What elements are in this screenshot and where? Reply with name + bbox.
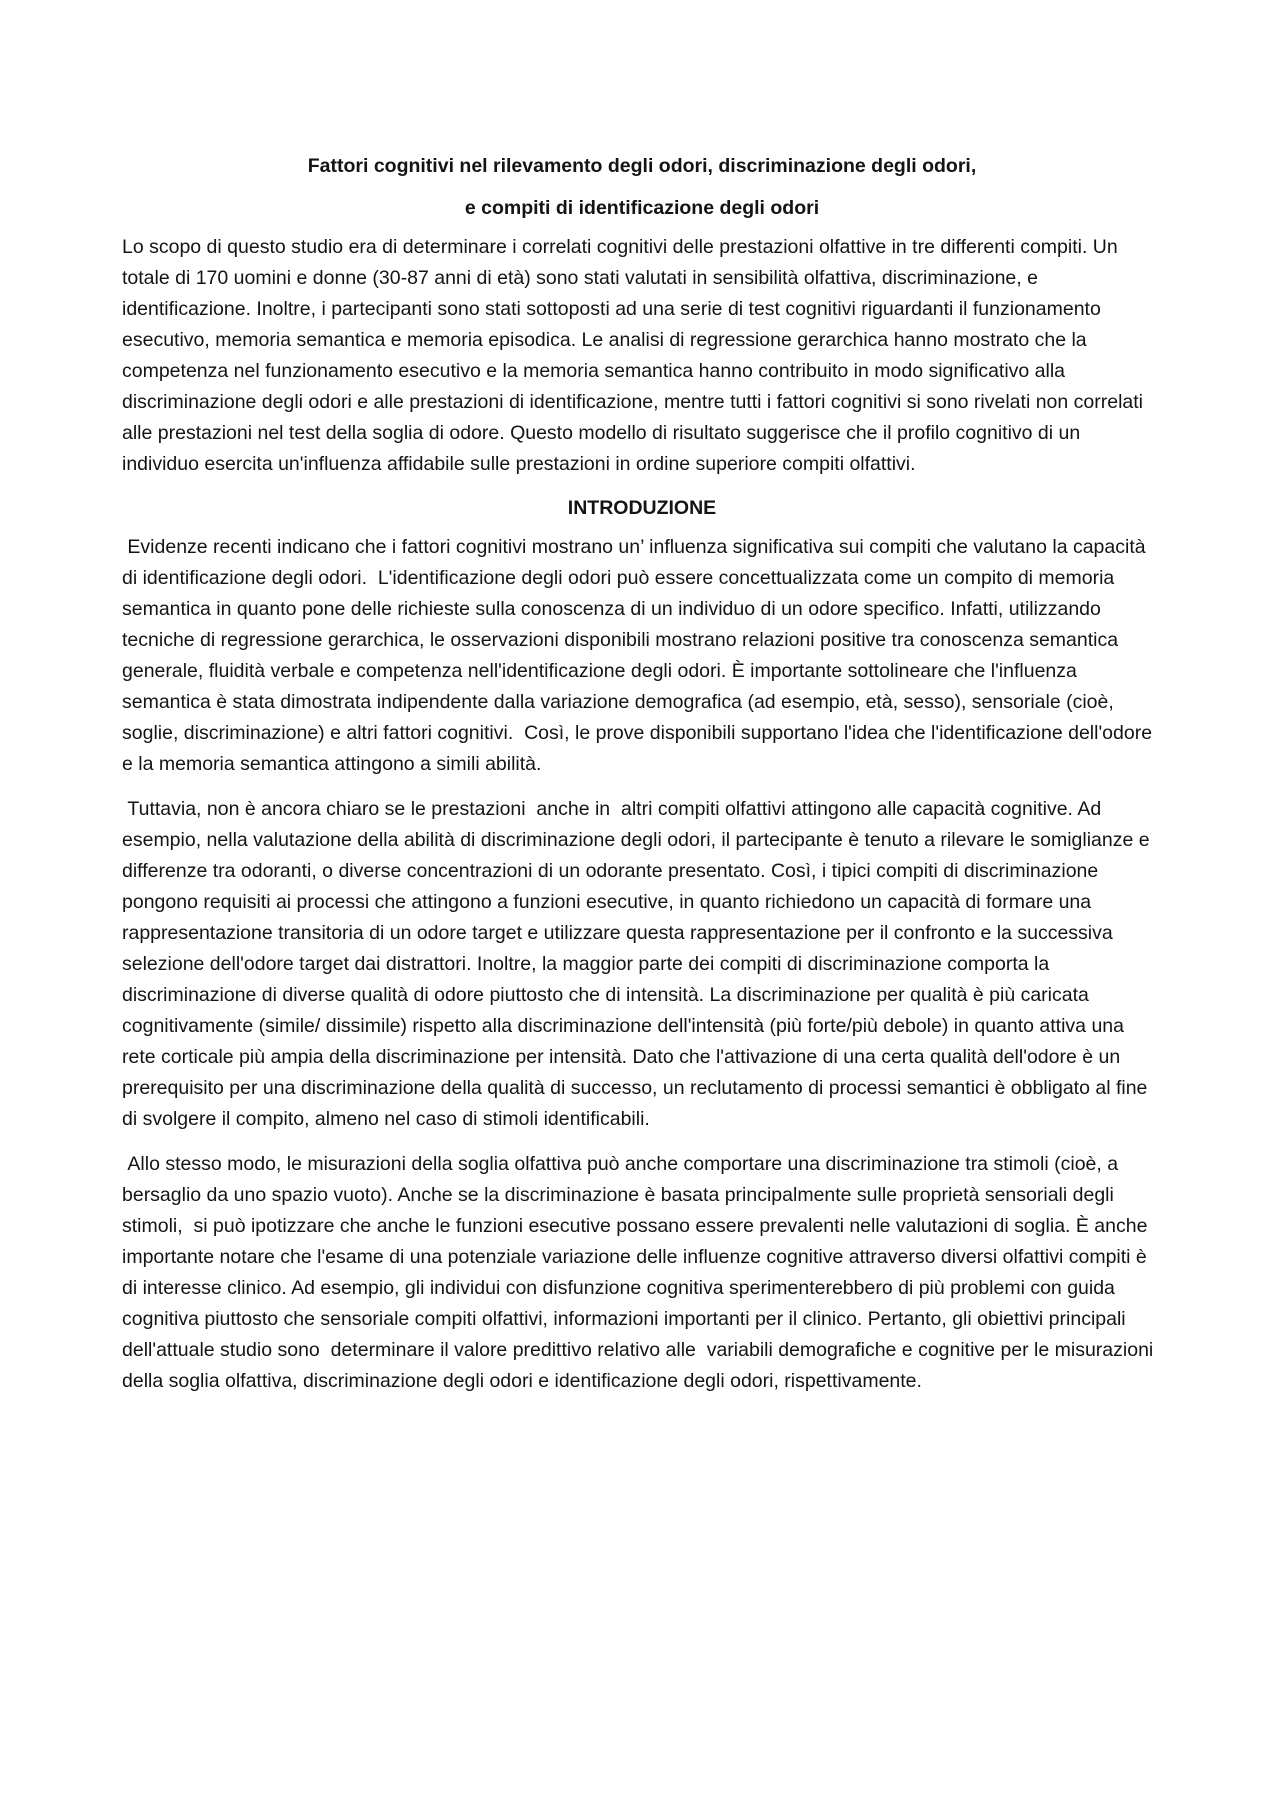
intro-paragraph-2: Tuttavia, non è ancora chiaro se le prestazioni anche in altri compiti olfattivi attingono alle capacità cognitive. Ad esempio, nella valutazione della abilità di discriminazione degli odori, il partecipante è tenuto a rilevare le somiglianze e differenze tra odoranti, o diverse concentrazioni di un odorante presentato. Così, i tipici compiti di discriminazione pongono requisiti ai processi che attingono a funzioni esecutive, in quanto richiedono un capacità di formare una rappresentazione transitoria di un odore target e utilizzare questa rappresentazione per il confronto e la successiva selezione dell'odore target dai distrattori. Inoltre, la maggior parte dei compiti di discriminazione comporta la discriminazione di diverse qualità di odore piuttosto che di intensità. La discriminazione per qualità è più caricata cognitivamente (simile/ dissimile) rispetto alla discriminazione dell'intensità (più forte/più debole) in quanto attiva una rete corticale più ampia della discriminazione per intensità. Dato che l'attivazione di una certa qualità dell'odore è un prerequisito per una discriminazione della qualità di successo, un reclutamento di processi semantici è obbligato al fine di svolgere il compito, almeno nel caso di stimoli identificabili.	[122, 798, 1156, 1130]
section-heading-introduzione: INTRODUZIONE	[567, 497, 717, 519]
intro-paragraph-3: Allo stesso modo, le misurazioni della soglia olfattiva può anche comportare una discriminazione tra stimoli (cioè, a bersaglio da uno spazio vuoto). Anche se la discriminazione è basata principalmente sulle proprietà sensoriali degli stimoli, si può ipotizzare che anche le funzioni esecutive possano essere prevalenti nelle valutazioni di soglia. È anche importante notare che l'esame di una potenziale variazione delle influenze cognitive attraverso diversi olfattivi compiti è di interesse clinico. Ad esempio, gli individui con disfunzione cognitiva sperimenterebbero di più problemi con guida cognitiva piuttosto che sensoriale compiti olfattivi, informazioni importanti per il clinico. Pertanto, gli obiettivi principali dell'attuale studio sono determinare il valore predittivo relativo alle variabili demografiche e cognitive per le misurazioni della soglia olfattiva, discriminazione degli odori e identificazione degli odori, rispettivamente.	[122, 1153, 1159, 1392]
abstract-paragraph: Lo scopo di questo studio era di determinare i correlati cognitivi delle prestazioni olfattive in tre differenti compiti. Un totale di 170 uomini e donne (30-87 anni di età) sono stati valutati in sensibilità olfattiva, discriminazione, e identificazione. Inoltre, i partecipanti sono stati sottoposti ad una serie di test cognitivi riguardanti il funzionamento esecutivo, memoria semantica e memoria episodica. Le analisi di regressione gerarchica hanno mostrato che la competenza nel funzionamento esecutivo e la memoria semantica hanno contribuito in modo significativo alla discriminazione degli odori e alle prestazioni di identificazione, mentre tutti i fattori cognitivi si sono rivelati non correlati alle prestazioni nel test della soglia di odore. Questo modello di risultato suggerisce che il profilo cognitivo di un individuo esercita un'influenza affidabile sulle prestazioni in ordine superiore compiti olfattivi.	[122, 236, 1143, 475]
document-title-line-1: Fattori cognitivi nel rilevamento degli odori, discriminazione degli odori,	[307, 155, 977, 177]
intro-paragraph-1: Evidenze recenti indicano che i fattori cognitivi mostrano un’ influenza significativa sui compiti che valutano la capacità di identificazione degli odori. L'identificazione degli odori può essere concettualizzata come un compito di memoria semantica in quanto pone delle richieste sulla conoscenza di un individuo di un odore specifico. Infatti, utilizzando tecniche di regressione gerarchica, le osservazioni disponibili mostrano relazioni positive tra conoscenza semantica generale, fluidità verbale e competenza nell'identificazione degli odori. È importante sottolineare che l'influenza semantica è stata dimostrata indipendente dalla variazione demografica (ad esempio, età, sesso), sensoriale (cioè, soglie, discriminazione) e altri fattori cognitivi. Così, le prove disponibili supportano l'idea che l'identificazione dell'odore e la memoria semantica attingono a simili abilità.	[122, 536, 1158, 775]
document-body	[122, 152, 1162, 1411]
document-title-line-2: e compiti di identificazione degli odori	[464, 197, 820, 219]
